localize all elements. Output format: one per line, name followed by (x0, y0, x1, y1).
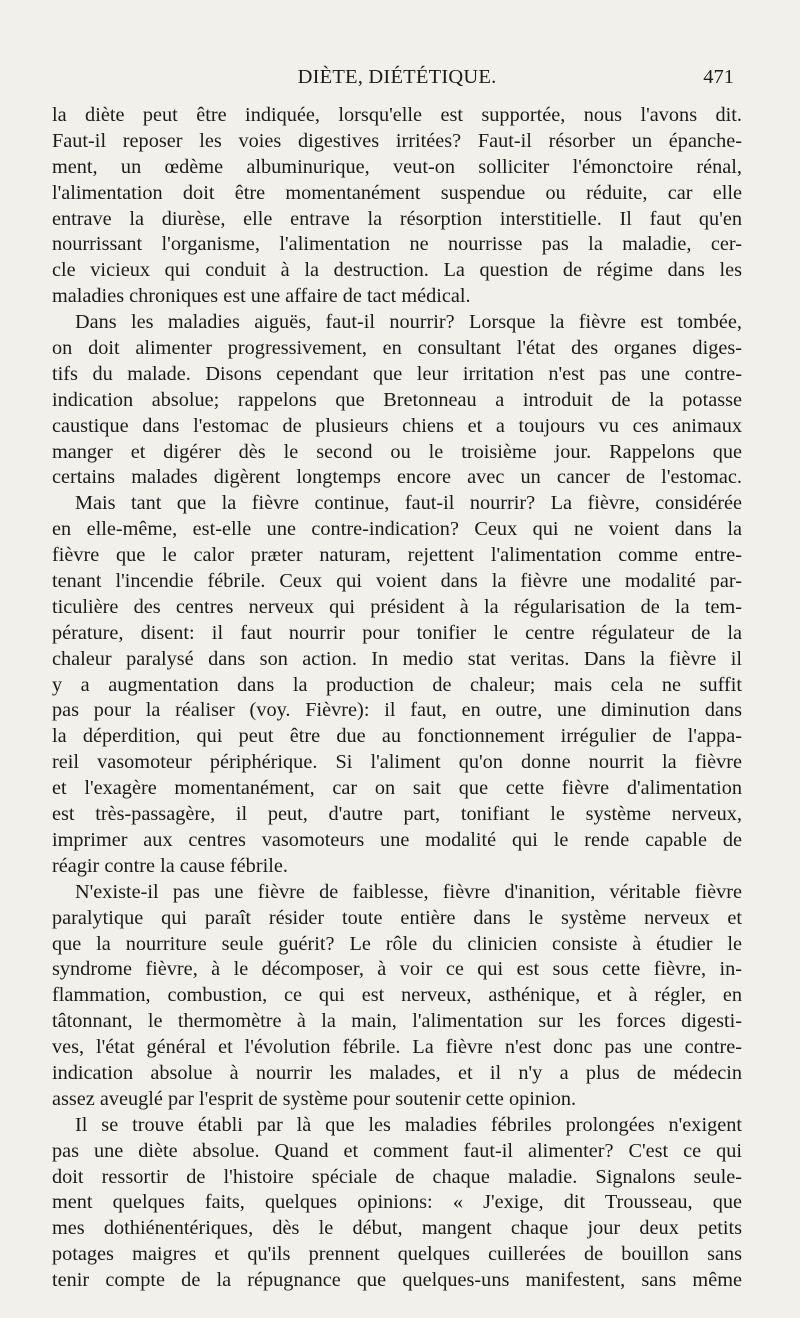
text-line: N'existe-il pas une fièvre de faiblesse, fièvre d'inanition, véritable fièvre (75, 880, 742, 903)
text-line: que la nourriture seule guérit? Le rôle du clinicien consiste à étudier le (52, 932, 742, 955)
text-line: paralytique qui paraît résider toute entière dans le système nerveux et (52, 906, 742, 929)
text-line: doit ressortir de l'histoire spéciale de chaque maladie. Signalons seule- (52, 1165, 742, 1188)
text-line: ment, un œdème albuminurique, veut-on solliciter l'émonctoire rénal, (52, 155, 742, 178)
text-line: la diète peut être indiquée, lorsqu'elle est supportée, nous l'avons dit. (52, 104, 742, 126)
body-text (52, 103, 742, 1294)
text-line: Il se trouve établi par là que les maladies fébriles prolongées n'exigent (75, 1113, 742, 1136)
text-line: entrave la diurèse, elle entrave la résorption interstitielle. Il faut qu'en (52, 207, 742, 230)
text-line: ticulière des centres nerveux qui président à la régularisation de la tem- (52, 595, 742, 618)
text-line: on doit alimenter progressivement, en consultant l'état des organes diges- (52, 337, 742, 360)
text-line: indication absolue à nourrir les malades, et il n'y a plus de médecin (52, 1061, 742, 1084)
text-line: mes dothiénentériques, dès le début, mangent chaque jour deux petits (52, 1217, 742, 1240)
text-line: Dans les maladies aiguës, faut-il nourrir? Lorsque la fièvre est tombée, (75, 311, 742, 334)
text-line: chaleur paralysé dans son action. In medio stat veritas. Dans la fièvre il (52, 647, 742, 670)
text-line: tâtonnant, le thermomètre à la main, l'alimentation sur les forces digesti- (52, 1010, 742, 1033)
text-line: en elle-même, est-elle une contre-indication? Ceux qui ne voient dans la (52, 518, 742, 541)
text-line: flammation, combustion, ce qui est nerveux, asthénique, et à régler, en (52, 984, 742, 1007)
text-line: y a augmentation dans la production de chaleur; mais cela ne suffit (52, 673, 742, 696)
text-line: certains malades digèrent longtemps encore avec un cancer de l'estomac. (52, 466, 742, 489)
text-line: reil vasomoteur périphérique. Si l'aliment qu'on donne nourrit la fièvre (52, 751, 742, 774)
text-line: est très-passagère, il peut, d'autre part, tonifiant le système nerveux, (52, 803, 742, 826)
text-line: tifs du malade. Disons cependant que leur irritation n'est pas une contre- (52, 362, 742, 385)
text-line: nourrissant l'organisme, l'alimentation ne nourrisse pas la maladie, cer- (52, 233, 742, 256)
text-line: tenir compte de la répugnance que quelques-uns manifestent, sans même (52, 1269, 742, 1292)
running-title: DIÈTE, DIÉTÉTIQUE. (297, 66, 497, 88)
text-line: la déperdition, qui peut être due au fonctionnement irrégulier de l'appa- (52, 725, 742, 748)
text-line: maladies chroniques est une affaire de tact médical. (52, 285, 471, 308)
text-line: manger et digérer dès le second ou le troisième jour. Rappelons que (52, 440, 742, 463)
text-line: réagir contre la cause fébrile. (52, 854, 288, 877)
text-line: ves, l'état général et l'évolution fébrile. La fièvre n'est donc pas une contre- (52, 1036, 742, 1059)
text-line: Mais tant que la fièvre continue, faut-il nourrir? La fièvre, considérée (75, 492, 742, 515)
text-line: et l'exagère momentanément, car on sait que cette fièvre d'alimentation (52, 777, 742, 800)
text-line: pérature, disent: il faut nourrir pour tonifier le centre régulateur de la (52, 621, 742, 644)
text-line: tenant l'incendie fébrile. Ceux qui voient dans la fièvre une modalité par- (52, 570, 742, 593)
text-line: potages maigres et qu'ils prennent quelques cuillerées de bouillon sans (52, 1243, 742, 1266)
text-line: pas pour la réaliser (voy. Fièvre): il faut, en outre, une diminution dans (52, 699, 742, 722)
text-line: imprimer aux centres vasomoteurs une modalité qui le rende capable de (52, 828, 742, 851)
page-number: 471 (703, 66, 734, 88)
text-line: ment quelques faits, quelques opinions: « J'exige, dit Trousseau, que (52, 1191, 742, 1214)
text-line: indication absolue; rappelons que Bretonneau a introduit de la potasse (52, 388, 742, 411)
text-line: assez aveuglé par l'esprit de système pour soutenir cette opinion. (52, 1087, 577, 1110)
text-line: Faut-il reposer les voies digestives irritées? Faut-il résorber un épanche- (52, 129, 742, 152)
text-line: pas une diète absolue. Quand et comment faut-il alimenter? C'est ce qui (52, 1139, 742, 1162)
text-line: caustique dans l'estomac de plusieurs chiens et a toujours vu ces animaux (52, 414, 742, 437)
page-header (52, 66, 742, 96)
text-line: cle vicieux qui conduit à la destruction. La question de régime dans les (52, 259, 742, 282)
text-line: syndrome fièvre, à le décomposer, à voir ce qui est sous cette fièvre, in- (52, 958, 742, 981)
text-line: fièvre que le calor præter naturam, rejettent l'alimentation comme entre- (52, 544, 742, 567)
text-line: l'alimentation doit être momentanément suspendue ou réduite, car elle (52, 181, 742, 204)
